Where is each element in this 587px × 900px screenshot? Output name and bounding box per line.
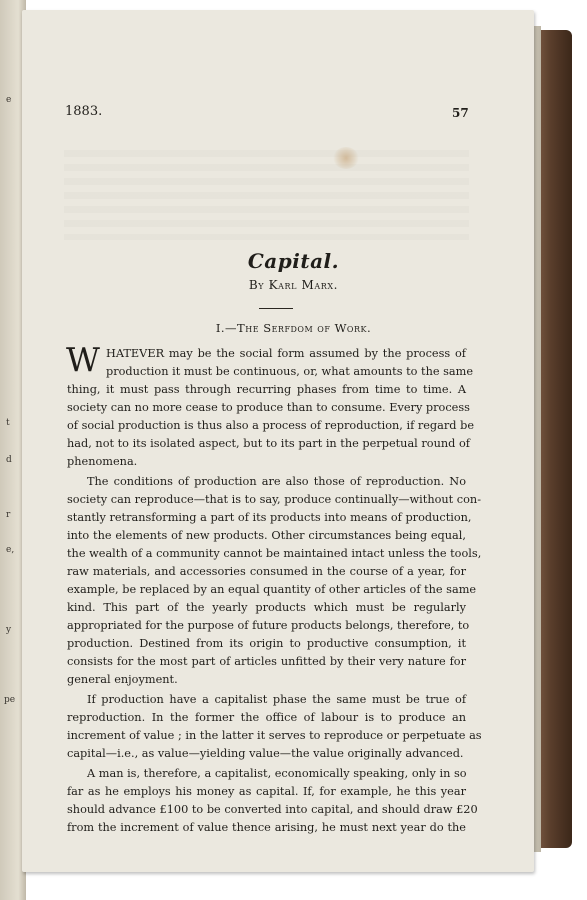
text-line: The conditions of production are also those of reproduction. No bbox=[87, 475, 466, 488]
book-cover bbox=[536, 30, 572, 848]
left-page-mark: y bbox=[6, 625, 12, 635]
text-line: HATEVER may be the social form assumed by the process of bbox=[106, 347, 466, 360]
text-line: A man is, therefore, a capitalist, economically speaking, only in so bbox=[87, 767, 467, 780]
show-through-text bbox=[64, 150, 469, 240]
left-page-mark: pe bbox=[4, 695, 16, 705]
text-line: had, not to its isolated aspect, but to its part in the perpetual round of bbox=[67, 437, 470, 450]
text-line: from the increment of value thence arising, he must next year do the bbox=[67, 821, 466, 834]
text-line: kind. This part of the yearly products which must be regularly bbox=[67, 601, 466, 614]
text-line: into the elements of new products. Other circumstances being equal, bbox=[67, 529, 466, 542]
left-page-mark: d bbox=[6, 455, 12, 465]
text-line: thing, it must pass through recurring phases from time to time. A bbox=[67, 383, 466, 396]
left-page-mark: t bbox=[6, 418, 10, 428]
drop-cap: W bbox=[66, 340, 100, 379]
text-line: far as he employs his money as capital. If, for example, he this year bbox=[67, 785, 466, 798]
article-byline: By Karl Marx. bbox=[248, 278, 339, 292]
text-line: phenomena. bbox=[67, 455, 138, 468]
left-page-mark: r bbox=[6, 510, 11, 520]
page-stain bbox=[333, 147, 359, 169]
text-line: consists for the most part of articles unfitted by their very nature for bbox=[67, 655, 466, 668]
running-header-year: 1883. bbox=[65, 104, 103, 119]
text-line: appropriated for the purpose of future products belongs, therefore, to bbox=[67, 619, 470, 632]
text-line: raw materials, and accessories consumed in the course of a year, for bbox=[67, 565, 466, 578]
text-line: stantly retransforming a part of its products into means of production, bbox=[67, 511, 472, 524]
title-rule bbox=[259, 308, 293, 309]
text-line: the wealth of a community cannot be maintained intact unless the tools, bbox=[67, 547, 482, 560]
text-line: reproduction. In the former the office of labour is to produce an bbox=[67, 711, 466, 724]
text-line: increment of value ; in the latter it serves to reproduce or perpetuate as bbox=[67, 729, 482, 742]
section-heading: I.—The Serfdom of Work. bbox=[215, 321, 372, 335]
text-line: production it must be continuous, or, what amounts to the same bbox=[106, 365, 474, 378]
left-page-mark: e, bbox=[6, 545, 15, 555]
text-line: society can reproduce—that is to say, produce continually—without con- bbox=[67, 493, 482, 506]
text-line: should advance £100 to be converted into capital, and should draw £20 bbox=[67, 803, 478, 816]
page-number: 57 bbox=[452, 106, 469, 120]
article-title: Capital. bbox=[247, 249, 340, 273]
text-line: capital—i.e., as value—yielding value—the value originally advanced. bbox=[67, 747, 464, 760]
text-line: of social production is thus also a process of reproduction, if regard be bbox=[67, 419, 475, 432]
left-page-mark: e bbox=[6, 95, 12, 105]
text-line: general enjoyment. bbox=[67, 673, 178, 686]
text-line: production. Destined from its origin to productive consumption, it bbox=[67, 637, 466, 650]
text-line: example, be replaced by an equal quantity of other articles of the same bbox=[67, 583, 477, 596]
text-line: If production have a capitalist phase the same must be true of bbox=[87, 693, 466, 706]
text-line: society can no more cease to produce than to consume. Every process bbox=[67, 401, 470, 414]
